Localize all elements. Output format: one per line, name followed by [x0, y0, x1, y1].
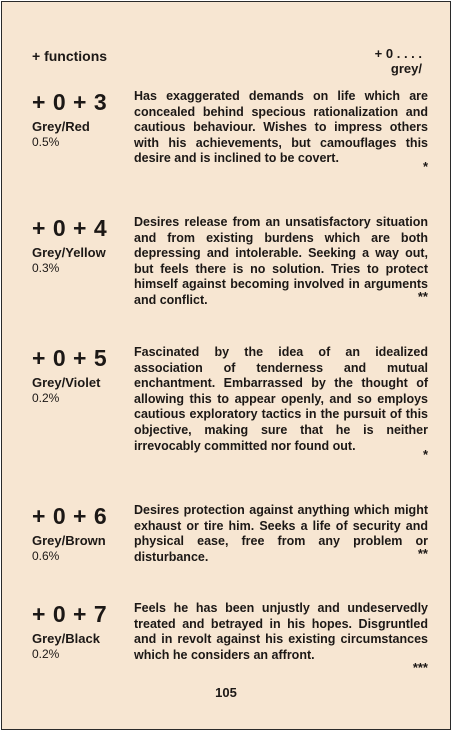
entry-percent: 0.2%	[32, 647, 60, 661]
entry-color: Grey/Yellow	[32, 245, 106, 260]
entry-color: Grey/Red	[32, 119, 90, 134]
entry-percent: 0.2%	[32, 391, 60, 405]
entry-rating: **	[417, 546, 428, 561]
entry-code: + 0 + 4	[32, 215, 108, 241]
entry-description: Fascinated by the idea of an idealized association of tenderness and mutual enchantment. Embarrassed by the thought of allowing this to appear openly, and so employs cautious exploratory tactics in the pursuit of this objective, making sure that he is neither irrevocably committed nor found out.	[134, 345, 428, 453]
entry-code: + 0 + 7	[32, 601, 108, 627]
entry-description: Has exaggerated demands on life which are concealed behind specious rationalization and cautious behaviour. Wishes to impress others with his achievements, but camouflages this desire and is inclined to be covert.	[134, 89, 428, 166]
entry-rating: ***	[412, 660, 428, 675]
entry-description: Feels he has been unjustly and undeservedly treated and betrayed in his hopes. Disgruntled and in revolt against his existing circumstances which he considers an affront.	[134, 601, 428, 662]
entry-rating: **	[417, 289, 428, 304]
header-functions: + functions	[32, 48, 108, 64]
entry-color: Grey/Violet	[32, 375, 101, 390]
book-page	[1, 1, 451, 730]
entry-code: + 0 + 5	[32, 345, 108, 371]
entry-description: Desires protection against anything which might exhaust or tire him. Seeks a life of security and physical ease, free from any problem or disturbance.	[134, 503, 428, 564]
entry-code: + 0 + 6	[32, 503, 108, 529]
header-group-color: grey/	[390, 61, 422, 76]
entry-color: Grey/Brown	[32, 533, 106, 548]
entry-description: Desires release from an unsatisfactory situation and from existing burdens which are both depressing and intolerable. Seeking a way out, but feels there is no solution. Tries to protect himself against becoming involved in arguments and conflict.	[134, 215, 428, 307]
entry-color: Grey/Black	[32, 631, 100, 646]
entry-percent: 0.3%	[32, 261, 60, 275]
page-number: 105	[215, 685, 237, 700]
entry-percent: 0.6%	[32, 549, 60, 563]
entry-code: + 0 + 3	[32, 89, 108, 115]
entry-rating: *	[422, 447, 428, 462]
header-group-code: + 0 . . . .	[374, 46, 422, 61]
entry-rating: *	[422, 159, 428, 174]
entry-percent: 0.5%	[32, 135, 60, 149]
header-group	[375, 46, 422, 76]
